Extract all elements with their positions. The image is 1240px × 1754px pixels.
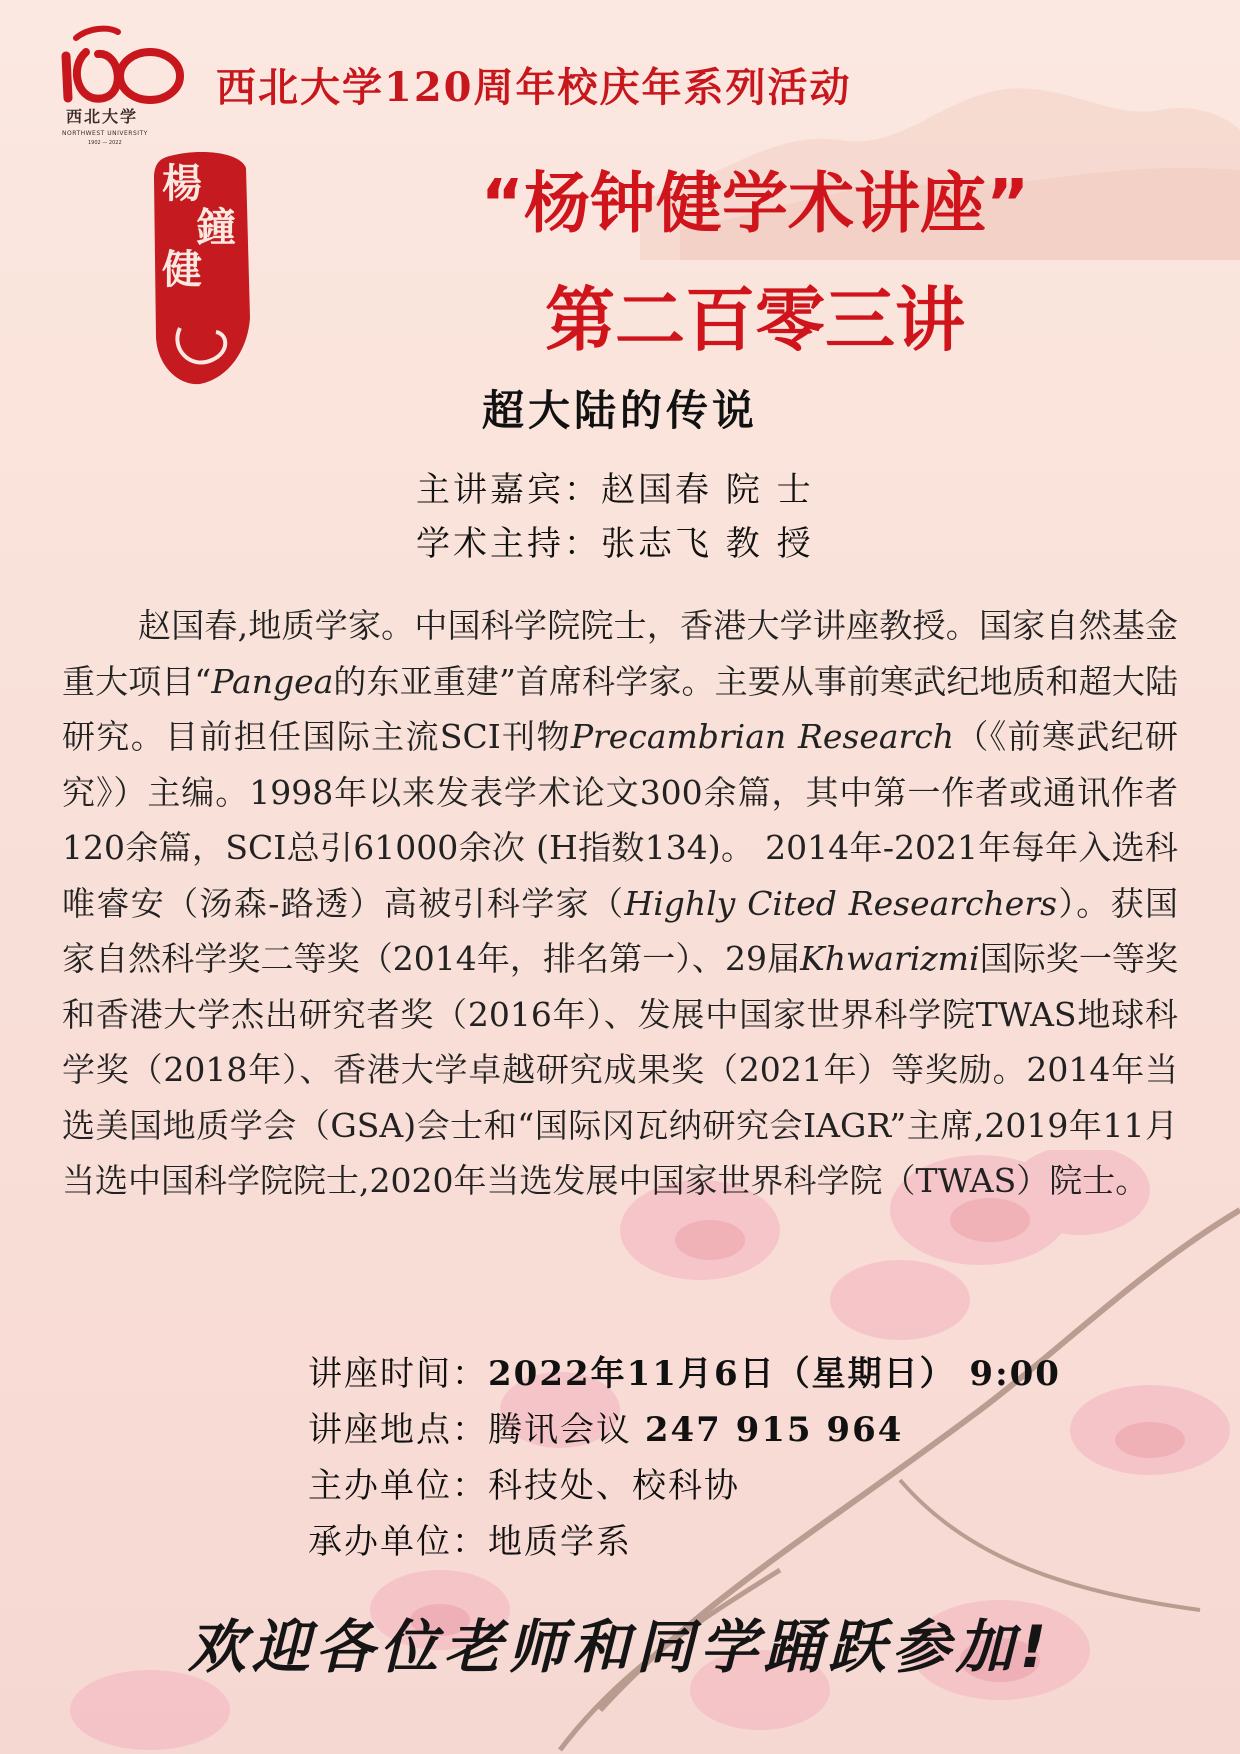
place-label: 讲座地点：	[308, 1410, 488, 1450]
undertaker-value: 地质学系	[488, 1522, 632, 1562]
university-120-logo	[58, 18, 198, 148]
welcome-message: 欢迎各位老师和同学踊跃参加!	[187, 1613, 1053, 1681]
speaker-bio	[62, 598, 1178, 1209]
speaker-name: 赵国春 院 士	[601, 470, 814, 510]
logo-english-name: NORTHWEST UNIVERSITY	[62, 130, 148, 137]
bio-italic-hcr: Highly Cited Researchers	[624, 883, 1058, 923]
place-prefix: 腾讯会议	[488, 1410, 645, 1450]
host-name: 张志飞 教 授	[601, 524, 814, 564]
undertaker-row	[308, 1514, 1061, 1570]
bio-text-3: （《前寒武纪研究》）主编。1998年以来发表学术论文300余篇，其中第一作者或通讯作者120余篇，SCI总引61000余次 (H指数134)。 2014年-2021年每年入选科唯睿安（汤森-路透）高被引科学家（	[62, 717, 1179, 923]
bio-text-4: ）。获国家自然科学奖二等奖（2014年，排名第一）、29届	[62, 883, 1179, 978]
host-row	[416, 516, 814, 570]
people-block	[416, 462, 814, 570]
time-value: 2022年11月6日（星期日） 9:00	[488, 1354, 1061, 1394]
time-label: 讲座时间：	[308, 1354, 488, 1394]
speaker-label: 主讲嘉宾：	[416, 470, 601, 510]
seal-char-2: 鐘	[196, 204, 236, 251]
seal-char-3: 健	[162, 246, 202, 293]
organizer-label: 主办单位：	[308, 1466, 488, 1506]
time-row	[308, 1346, 1061, 1402]
organizer-row	[308, 1458, 1061, 1514]
logo-university-name: 西北大学	[66, 107, 139, 126]
series-title: 西北大学120周年校庆年系列活动	[216, 64, 852, 111]
host-label: 学术主持：	[416, 524, 601, 564]
event-info	[308, 1346, 1061, 1570]
bio-text-5: 国际奖一等奖和香港大学杰出研究者奖（2016年）、发展中国家世界科学院TWAS地球科学奖（2018年）、香港大学卓越研究成果奖（2021年）等奖励。2014年当选美国地质学会（GSA)会士和“国际冈瓦纳研究会IAGR”主席,2019年11月当选中国科学院院士,2020年当选发展中国家世界科学院（TWAS）院士。	[62, 939, 1179, 1200]
lecture-series-name: “杨钟健学术讲座”	[480, 165, 1030, 242]
seal-char-1: 楊	[162, 160, 202, 207]
place-row	[308, 1402, 1061, 1458]
undertaker-label: 承办单位：	[308, 1522, 488, 1562]
talk-title: 超大陆的传说	[481, 386, 758, 435]
speaker-row	[416, 462, 814, 516]
lecture-number: 第二百零三讲	[545, 279, 965, 361]
bio-text-1: 赵国春,地质学家。中国科学院院士，香港大学讲座教授。国家自然基金重大项目“	[62, 606, 1178, 701]
bio-italic-pangea: Pangea	[211, 661, 334, 701]
bio-italic-journal: Precambrian Research	[570, 717, 955, 756]
logo-years: 1902 — 2022	[88, 140, 122, 146]
bio-italic-khwarizmi: Khwarizmi	[800, 939, 980, 978]
organizer-value: 科技处、校科协	[488, 1466, 740, 1506]
meeting-id: 247 915 964	[644, 1410, 904, 1450]
bio-text-2: 的东亚重建”首席科学家。主要从事前寒武纪地质和超大陆研究。目前担任国际主流SCI刊物	[62, 661, 1178, 756]
